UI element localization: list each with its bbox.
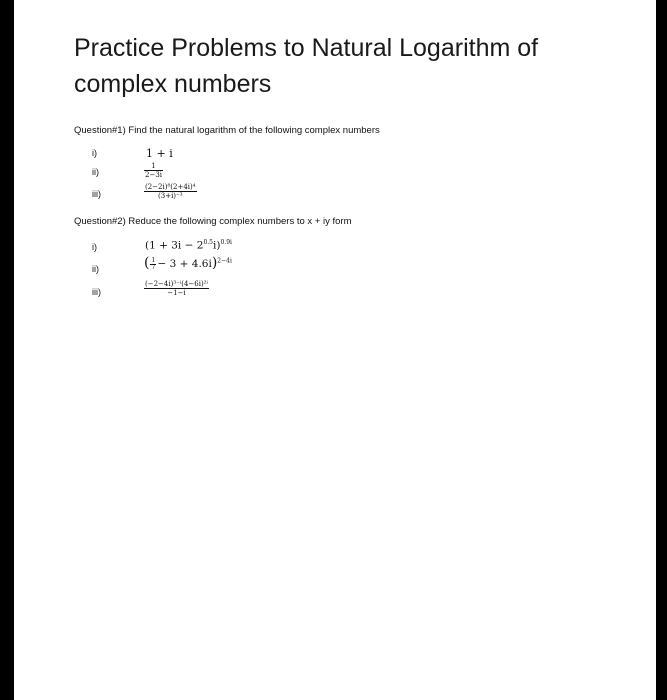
q1-item-3-numerator: (2−2i)⁸(2+4i)⁴ — [145, 183, 196, 191]
q2-item-2-number: ii) — [92, 264, 99, 274]
q1-item-3-fraction — [144, 183, 197, 200]
q1-item-2-numerator: 1 — [151, 162, 156, 170]
q1-item-1-number: i) — [92, 148, 97, 158]
page-title: Practice Problems to Natural Logarithm of complex numbers — [74, 34, 539, 98]
q2-item-2-expression — [144, 255, 232, 271]
q2-item-3-numerator: (−2−4i)³⁻ⁱ(4−6i)²ⁱ — [145, 280, 208, 288]
q2-item-2-exponent: 2−4i — [217, 257, 232, 265]
q2-item-3-fraction — [144, 280, 209, 297]
question-1-prompt: Question#1) Find the natural logarithm of the following complex numbers — [74, 125, 380, 136]
q1-item-2-denominator: 2−3i — [145, 171, 163, 179]
left-paren: ( — [144, 255, 150, 271]
q1-item-3-denominator: (3+i)⁻³ — [158, 192, 183, 200]
q2-item-1-number: i) — [92, 242, 97, 252]
q2-item-1-outer-exponent: 0.9i — [220, 239, 232, 246]
q2-item-3-number: iii) — [92, 287, 101, 297]
q2-item-3-denominator: −1−i — [167, 289, 186, 297]
q2-item-2-small-fraction — [150, 258, 156, 271]
question-2-prompt: Question#2) Reduce the following complex numbers to x + iy form — [74, 216, 352, 227]
q2-item-1-expression — [145, 239, 232, 252]
q1-item-3-number: iii) — [92, 189, 101, 199]
q1-item-1-expression: 1 + i — [146, 147, 173, 160]
q2-item-1-tail: i) — [213, 239, 221, 252]
q2-item-2-rest: − 3 + 4.6i — [157, 258, 212, 270]
q1-item-2-number: ii) — [92, 167, 99, 177]
document-page — [14, 0, 656, 700]
q2-item-2-frac-denominator: 7 — [151, 263, 156, 271]
right-paren: ) — [211, 255, 218, 271]
q2-item-1-inner-exponent: 0.5 — [203, 239, 213, 246]
q1-item-2-fraction — [144, 162, 163, 179]
q2-item-2-frac-numerator: 1 — [151, 256, 156, 264]
q2-item-1-base: (1 + 3i − 2 — [145, 239, 204, 252]
